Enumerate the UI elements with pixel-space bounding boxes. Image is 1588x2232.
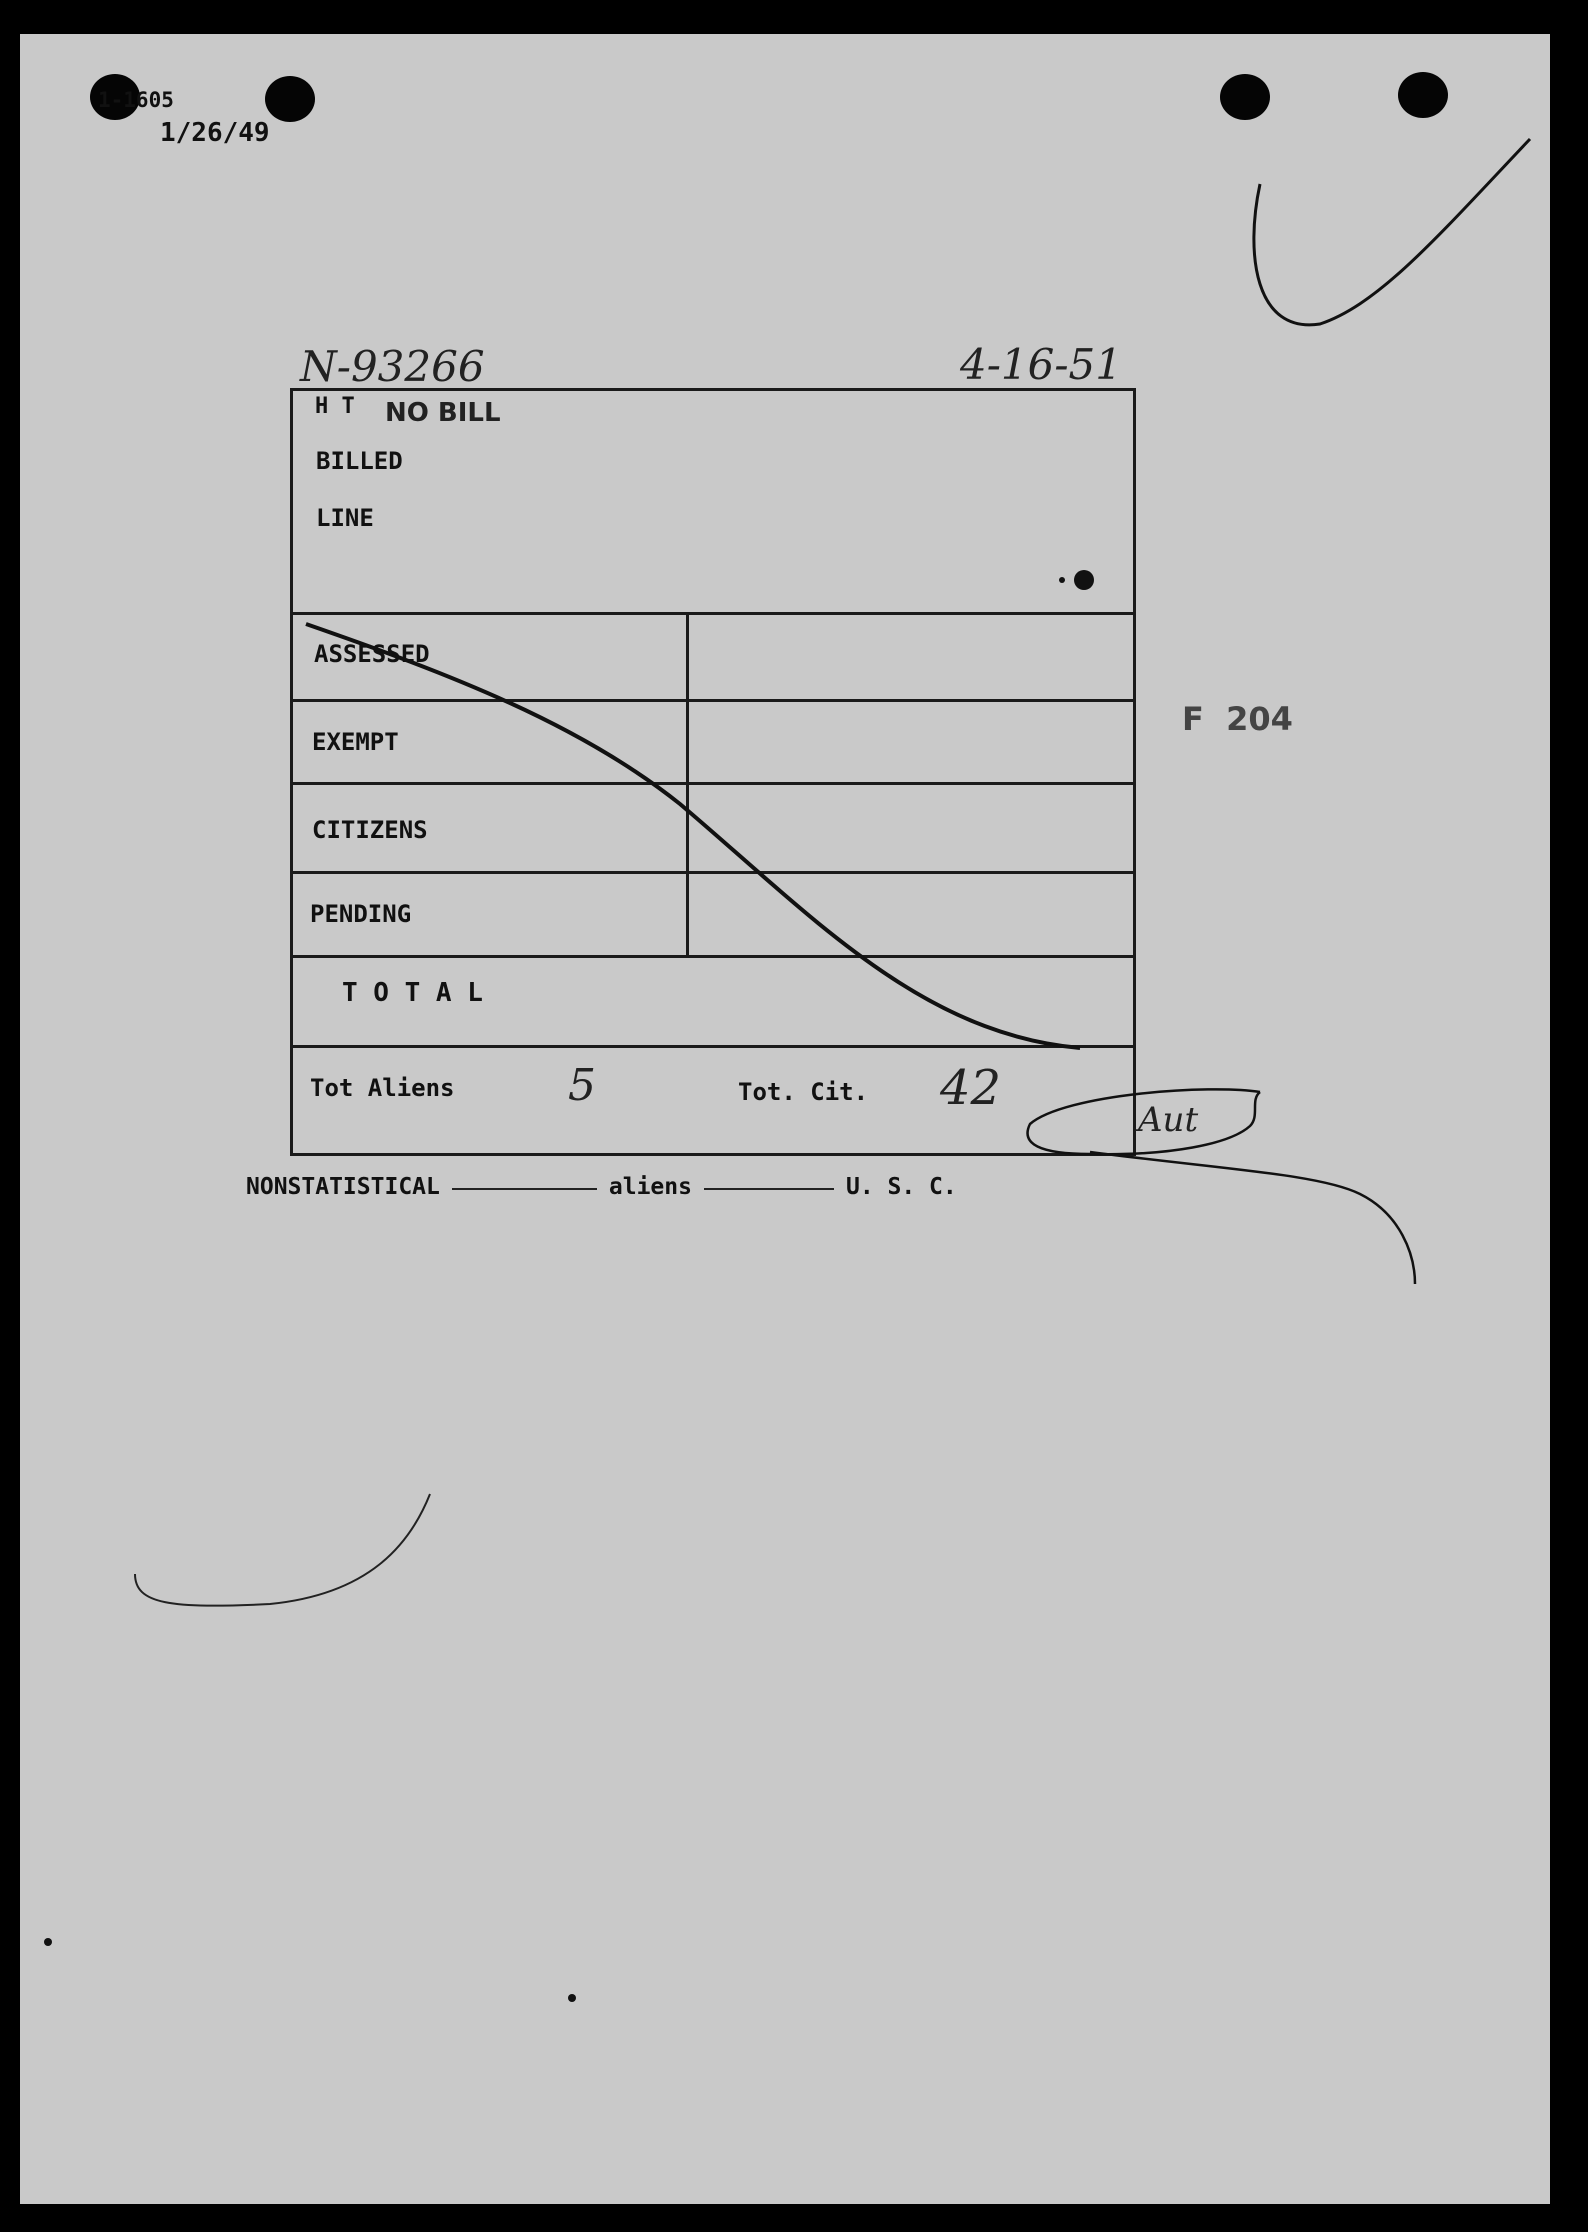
pen-strokes [20,34,1550,2204]
tot-aliens-value: 5 [568,1060,596,1111]
row-label-assessed: ASSESSED [314,640,430,668]
check-mark [1254,139,1530,325]
ink-dot-mid [568,1994,576,2002]
tot-aliens-label: Tot Aliens [310,1074,455,1102]
stray-curve [135,1494,430,1606]
ink-dot-small [1059,577,1065,583]
row-label-pending: PENDING [310,900,412,928]
initials: Aut [1138,1100,1199,1140]
header-date: 4-16-51 [960,340,1122,389]
nonstatistical-label: NONSTATISTICAL [246,1174,440,1200]
row-label-total: T O T A L [342,978,483,1008]
initials-loop [1028,1089,1261,1154]
side-code: F 204 [1182,700,1293,738]
label-ht: H T [315,394,355,419]
ink-dot [1074,570,1094,590]
usc-label: U. S. C. [845,1174,957,1200]
corner-stamp-line2: 1/26/49 [160,118,270,148]
corner-stamp-line1: 1-1605 [98,88,174,112]
aliens-label: aliens [608,1174,692,1200]
row-label-exempt: EXEMPT [312,728,399,756]
initials-tail [1090,1152,1415,1284]
label-billed: BILLED [316,447,403,475]
document-page [20,34,1550,2204]
strike-through-curve [306,624,1080,1048]
tot-cit-label: Tot. Cit. [738,1078,869,1106]
tot-cit-value: 42 [940,1060,1002,1116]
label-line: LINE [316,504,374,532]
row-label-citizens: CITIZENS [312,816,428,844]
file-number: N-93266 [300,342,485,391]
ink-dot-left [44,1938,52,1946]
no-bill-stamp: NO BILL [385,398,501,428]
